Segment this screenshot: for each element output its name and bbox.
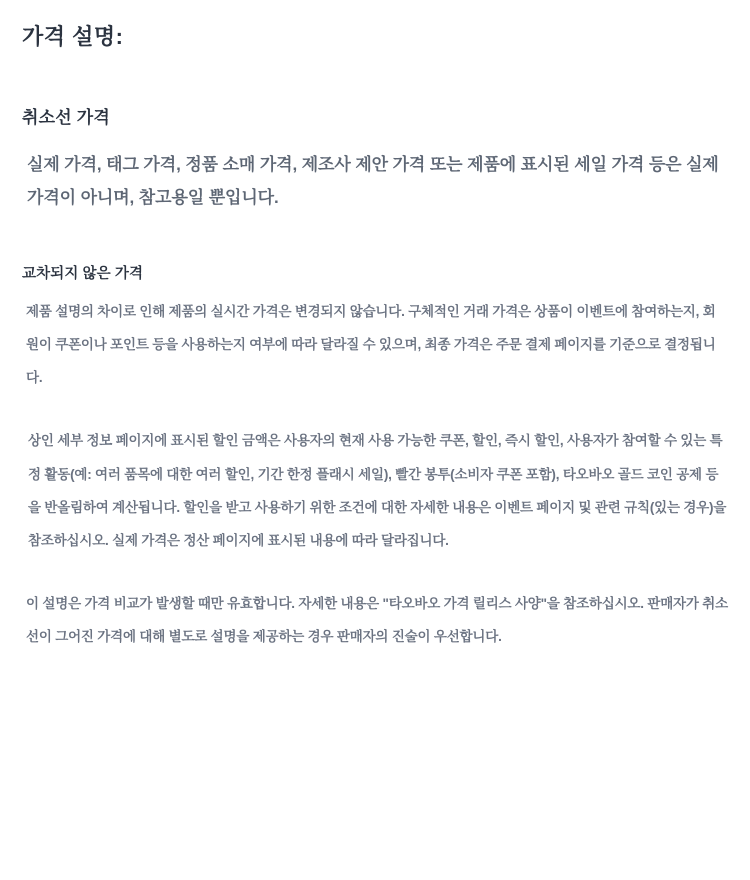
- page-title: 가격 설명:: [22, 24, 124, 49]
- section-heading-non-crossed-price: 교차되지 않은 가격: [22, 266, 144, 283]
- strikethrough-price-description: 실제 가격, 태그 가격, 정품 소매 가격, 제조사 제안 가격 또는 제품에 표시된 세일 가격 등은 실제 가격이 아니며, 참고용일 뿐입니다.: [27, 155, 719, 208]
- non-crossed-price-paragraph-2: 상인 세부 정보 페이지에 표시된 할인 금액은 사용자의 현재 사용 가능한 쿠폰, 할인, 즉시 할인, 사용자가 참여할 수 있는 특정 활동(예: 여러 품목에 대한 여러 할인, 기간 한정 플래시 세일), 빨간 봉투(소비자 쿠폰 포함), 타오바오 골드 코인 공제 등을 반올림하여 계산됩니다. 할인을 받고 사용하기 위한 조건에 대한 자세한 내용은 이벤트 페이지 및 관련 규칙(있는 경우)을 참조하십시오. 실제 가격은 정산 페이지에 표시된 내용에 따라 달라집니다.: [28, 433, 727, 548]
- non-crossed-price-paragraph-3: 이 설명은 가격 비교가 발생할 때만 유효합니다. 자세한 내용은 "타오바오 가격 릴리스 사양"을 참조하십시오. 판매자가 취소선이 그어진 가격에 대해 별도로 설명을 제공하는 경우 판매자의 진술이 우선합니다.: [26, 595, 728, 644]
- non-crossed-price-paragraph-1: 제품 설명의 차이로 인해 제품의 실시간 가격은 변경되지 않습니다. 구체적인 거래 가격은 상품이 이벤트에 참여하는지, 회원이 쿠폰이나 포인트 등을 사용하는지 여부에 따라 달라질 수 있으며, 최종 가격은 주문 결제 페이지를 기준으로 결정됩니다.: [26, 304, 716, 386]
- section-heading-strikethrough-price: 취소선 가격: [22, 108, 111, 127]
